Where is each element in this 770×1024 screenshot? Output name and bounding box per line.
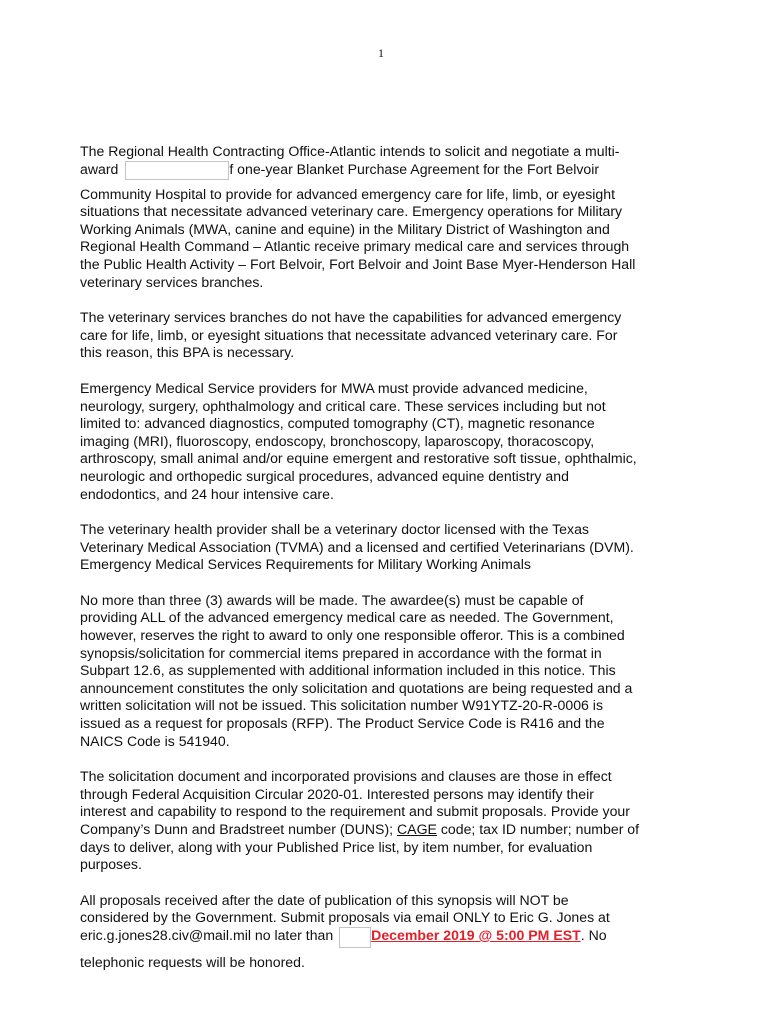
text-line: The solicitation document and incorporated provisions and clauses are those in effect bbox=[80, 768, 612, 785]
cage-term: CAGE bbox=[397, 821, 437, 837]
text-line: providing ALL of the advanced emergency medical care as needed. The Government, bbox=[80, 609, 614, 626]
text-line: Working Animals (MWA, canine and equine) in the Military District of Washington and bbox=[80, 220, 610, 237]
text-line: written solicitation will not be issued. This solicitation number W91YTZ-20-R-0006 is bbox=[80, 697, 603, 714]
paragraph-awards bbox=[80, 592, 690, 750]
text-line: No more than three (3) awards will be made. The awardee(s) must be capable of bbox=[80, 591, 584, 608]
text-line: announcement constitutes the only solicitation and quotations are being requested and a bbox=[80, 679, 633, 696]
text-line: Subpart 12.6, as supplemented with additional information included in this notice. This bbox=[80, 662, 616, 679]
paragraph-solicitation-document bbox=[80, 768, 690, 874]
text-line: days to deliver, along with your Published Price list, by item number, for evaluation bbox=[80, 838, 593, 855]
paragraph-submission bbox=[80, 892, 690, 972]
award-count-field[interactable] bbox=[125, 161, 229, 180]
text-line: All proposals received after the date of publication of this synopsis will NOT be bbox=[80, 891, 569, 908]
paragraph-intro bbox=[80, 143, 690, 291]
text-line: The Regional Health Contracting Office-Atlantic intends to solicit and negotiate a multi- bbox=[80, 143, 620, 159]
text-line: Veterinary Medical Association (TVMA) and a licensed and certified Veterinarians (DVM). bbox=[80, 538, 634, 555]
text-line: synopsis/solicitation for commercial items prepared in accordance with the format in bbox=[80, 644, 602, 661]
text-line: care for life, limb, or eyesight situations that necessitate advanced veterinary care. For bbox=[80, 326, 618, 343]
deadline-text: December 2019 @ 5:00 PM EST bbox=[371, 926, 581, 943]
text-line: Community Hospital to provide for advanced emergency care for life, limb, or eyesight bbox=[80, 185, 616, 202]
text-line bbox=[80, 161, 690, 180]
text-line: limited to: advanced diagnostics, computed tomography (CT), magnetic resonance bbox=[80, 415, 595, 432]
text-line: telephonic requests will be honored. bbox=[80, 953, 305, 970]
text-line: Emergency Medical Services Requirements for Military Working Animals bbox=[80, 556, 531, 573]
paragraph-services bbox=[80, 380, 690, 503]
text-line bbox=[80, 821, 690, 839]
text-fragment: Company’s Dunn and Bradstreet number (DUNS); bbox=[80, 821, 397, 837]
text-fragment: award bbox=[80, 160, 123, 177]
deadline-day-field[interactable] bbox=[339, 927, 371, 948]
text-line: NAICS Code is 541940. bbox=[80, 732, 230, 749]
text-line: purposes. bbox=[80, 856, 142, 873]
text-line: Emergency Medical Service providers for MWA must provide advanced medicine, bbox=[80, 379, 588, 396]
text-line: situations that necessitate advanced veterinary care. Emergency operations for Military bbox=[80, 203, 623, 220]
document-body bbox=[80, 143, 690, 990]
text-line: considered by the Government. Submit proposals via email ONLY to Eric G. Jones at bbox=[80, 909, 610, 926]
text-line: however, reserves the right to award to only one responsible offeror. This is a combined bbox=[80, 627, 625, 644]
text-line: issued as a request for proposals (RFP). The Product Service Code is R416 and the bbox=[80, 715, 605, 732]
text-line: this reason, this BPA is necessary. bbox=[80, 344, 295, 361]
text-line: endodontics, and 24 hour intensive care. bbox=[80, 485, 334, 502]
text-line: The veterinary health provider shall be a veterinary doctor licensed with the Texas bbox=[80, 521, 589, 538]
text-line: through Federal Acquisition Circular 2020-01. Interested persons may identify their bbox=[80, 785, 594, 802]
text-fragment: . No bbox=[580, 926, 607, 943]
text-line: The veterinary services branches do not have the capabilities for advanced emergency bbox=[80, 309, 622, 326]
text-line: veterinary services branches. bbox=[80, 273, 264, 290]
paragraph-provider bbox=[80, 521, 690, 574]
text-line: arthroscopy, small animal and/or equine emergent and restorative soft tissue, ophthalmic, bbox=[80, 450, 637, 467]
text-line: neurology, surgery, ophthalmology and critical care. These services including but not bbox=[80, 397, 606, 414]
text-fragment: f one-year Blanket Purchase Agreement for the Fort Belvoir bbox=[229, 160, 600, 177]
text-line bbox=[80, 927, 690, 948]
text-line: neurologic and orthopedic surgical procedures, advanced equine dentistry and bbox=[80, 467, 569, 484]
paragraph-capabilities bbox=[80, 309, 690, 362]
text-line: interest and capability to respond to the requirement and submit proposals. Provide your bbox=[80, 803, 630, 820]
text-line: imaging (MRI), fluoroscopy, endoscopy, bronchoscopy, laparoscopy, thoracoscopy, bbox=[80, 432, 595, 449]
text-line: the Public Health Activity – Fort Belvoir, Fort Belvoir and Joint Base Myer-Henderson Hall bbox=[80, 255, 636, 272]
text-line: Regional Health Command – Atlantic receive primary medical care and services through bbox=[80, 238, 630, 255]
text-fragment: code; tax ID number; number of bbox=[436, 821, 640, 837]
contact-email-text: eric.g.jones28.civ@mail.mil no later than bbox=[80, 926, 338, 943]
page-number: 1 bbox=[378, 46, 384, 60]
